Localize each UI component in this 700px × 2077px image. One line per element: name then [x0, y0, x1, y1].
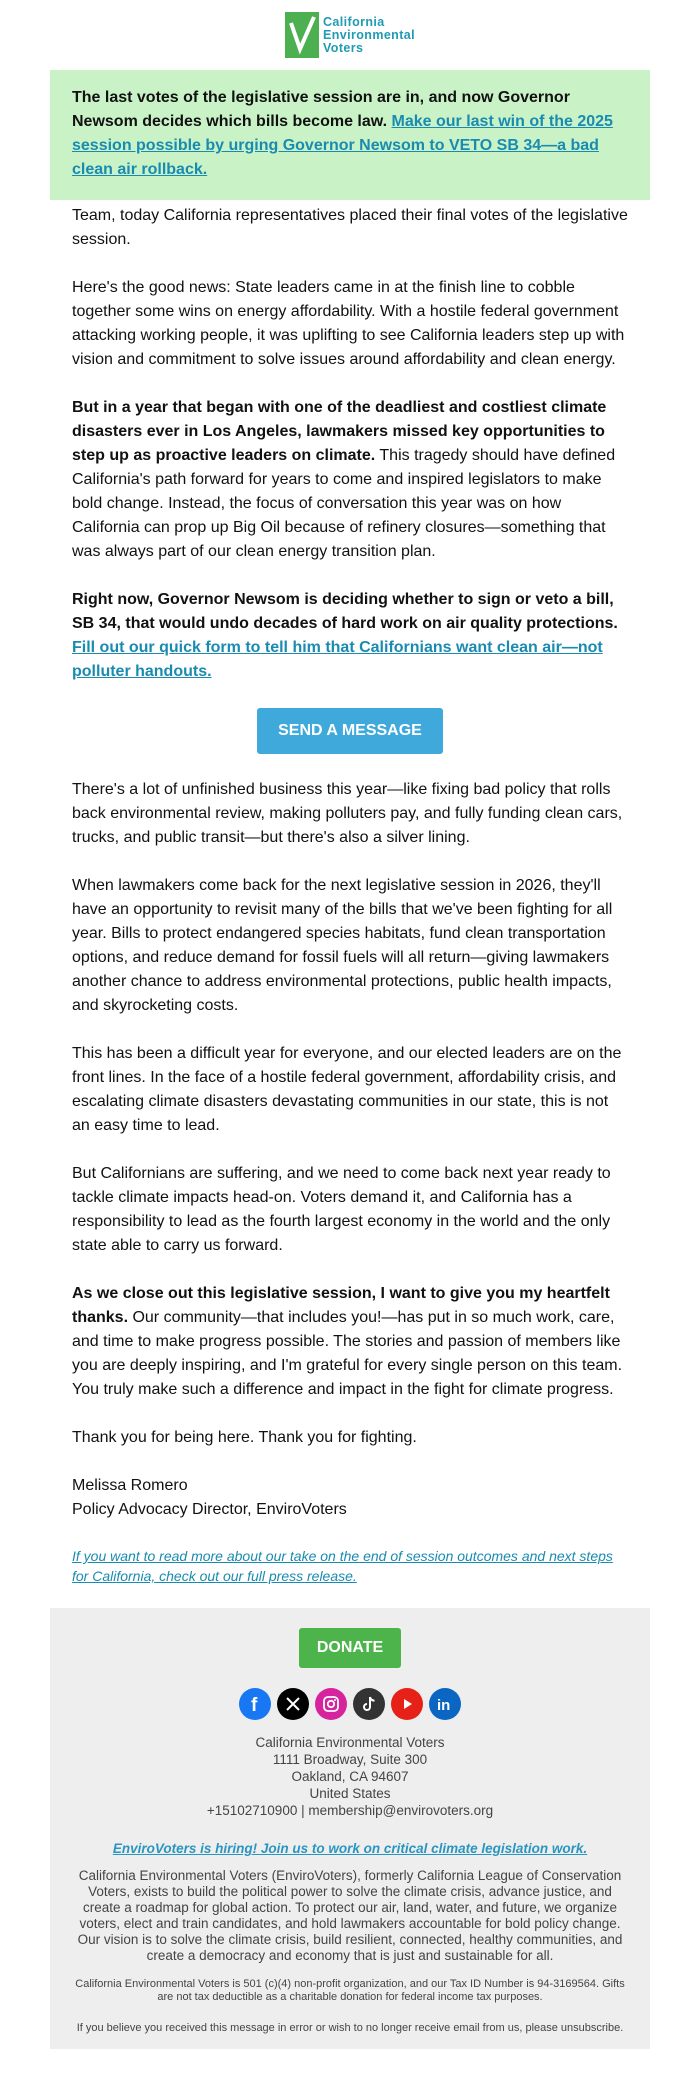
instagram-icon[interactable]	[315, 1688, 347, 1720]
email	[50, 0, 650, 2049]
unsubscribe-notice[interactable]: If you believe you received this message in error or wish to no longer receive email from us, please unsubscribe.	[76, 2022, 624, 2034]
paragraph: Thank you for being here. Thank you for fighting.	[72, 1429, 417, 1446]
paragraph: There's a lot of unfinished business this year—like fixing bad policy that rolls back environmental review, making polluters pay, and fully funding clean cars, trucks, and public transit—but there's also a silver lining.	[72, 781, 623, 846]
logo-line: Voters	[322, 40, 364, 55]
press-release-link[interactable]: If you want to read more about our take on the end of session outcomes and next steps for California, check out our full press release.	[72, 1548, 613, 1584]
x-icon[interactable]	[277, 1688, 309, 1720]
send-button-row	[72, 708, 628, 754]
mailing-address	[70, 1734, 630, 1819]
logo-line: Environmental	[322, 27, 416, 42]
callout-banner	[50, 70, 650, 200]
paragraph-text: Our community—that includes you!—has put in so much work, care, and time to make progress possible. The stories and passion of members like you are deeply inspiring, and I'm grateful for every single person on this team. You truly make such a difference and impact in the fight for climate progress.	[72, 1309, 623, 1398]
clean-air-form-link[interactable]: Fill out our quick form to tell him that Californians want clean air—not polluter handouts.	[72, 639, 603, 680]
paragraph: But Californians are suffering, and we need to come back next year ready to tackle climate impacts head-on. Voters demand it, and California has a responsibility to lead as the fourth largest economy in the world and the only state able to carry us forward.	[72, 1165, 611, 1254]
donate-button[interactable]: DONATE	[299, 1628, 401, 1668]
paragraph: When lawmakers come back for the next legislative session in 2026, they'll have an opportunity to revisit many of the bills that we've been fighting for all year. Bills to protect endangered species habitats, fund clean transportation options, and reduce demand for fossil fuels will all return—giving lawmakers another chance to address environmental protections, public health impacts, and skyrocketing costs.	[72, 877, 613, 1014]
callout-lead: The last votes of the legislative session are in, and now Governor Newsom decides which bills become law.	[72, 89, 570, 130]
header	[50, 0, 650, 70]
bold-text: Right now, Governor Newsom is deciding whether to sign or veto a bill, SB 34, that would undo decades of hard work on air quality protections.	[72, 591, 618, 632]
paragraph	[72, 396, 628, 564]
logo[interactable]	[285, 12, 415, 58]
send-message-button[interactable]: SEND A MESSAGE	[257, 708, 443, 754]
street: 1111 Broadway, Suite 300	[272, 1752, 428, 1767]
paragraph	[72, 1282, 628, 1402]
checkmark-icon	[285, 12, 319, 58]
logo-line: California	[322, 14, 385, 29]
paragraph-text: This tragedy should have defined California's path forward for years to come and inspired legislators to make bold change. Instead, the focus of conversation this year was on how California can prop up Big Oil because of refinery closures—something that was always part of our clean energy transition plan.	[72, 447, 616, 560]
social-links	[70, 1688, 630, 1720]
paragraph	[72, 588, 628, 684]
email-body	[50, 200, 650, 1586]
signature-title: Policy Advocacy Director, EnviroVoters	[72, 1501, 347, 1518]
paragraph: Team, today California representatives placed their final votes of the legislative session.	[72, 207, 628, 248]
logo-wordmark	[323, 16, 415, 55]
bold-text: But in a year that began with one of the deadliest and costliest climate disasters ever in Los Angeles, lawmakers missed key opportunities to step up as proactive leaders on climate.	[72, 399, 607, 464]
bold-text: As we close out this legislative session, I want to give you my heartfelt thanks.	[72, 1285, 610, 1326]
signature-name: Melissa Romero	[72, 1477, 188, 1494]
contact-info: +15102710900 | membership@envirovoters.org	[206, 1803, 494, 1818]
facebook-icon[interactable]	[239, 1688, 271, 1720]
mission-statement: California Environmental Voters (EnviroVoters), formerly California League of Conservation Voters, exists to build the political power to solve the climate crisis, advance justice, and create a roadmap for global action. To protect our air, land, water, and future, we organize voters, elect and train candidates, and hold lawmakers accountable for bold policy change. Our vision is to solve the climate crisis, build resilient, connected, healthy communities, and create a democracy and economy that is just and sustainable for all.	[77, 1868, 623, 1963]
svg-text:in: in	[437, 1697, 451, 1712]
org-name: California Environmental Voters	[255, 1735, 445, 1750]
country: United States	[309, 1786, 391, 1801]
veto-sb34-link[interactable]: Make our last win of the 2025 session possible by urging Governor Newsom to VETO SB 34—a bad clean air rollback.	[72, 113, 613, 178]
svg-text:f: f	[251, 1695, 258, 1713]
footer	[50, 1608, 650, 2049]
paragraph: Here's the good news: State leaders came in at the finish line to cobble together some wins on energy affordability. With a hostile federal government attacking working people, it was uplifting to see California leaders step up with vision and commitment to solve issues around affordability and clean energy.	[72, 279, 625, 368]
youtube-icon[interactable]	[391, 1688, 423, 1720]
linkedin-icon[interactable]	[429, 1688, 461, 1720]
signature	[72, 1474, 628, 1522]
paragraph: This has been a difficult year for everyone, and our elected leaders are on the front lines. In the face of a hostile federal government, affordability crisis, and escalating climate disasters devastating communities in our state, this is not an easy time to lead.	[72, 1045, 622, 1134]
city: Oakland, CA 94607	[291, 1769, 409, 1784]
tax-disclaimer: California Environmental Voters is 501 (c)(4) non-profit organization, and our Tax ID Number is 94-3169564. Gifts are not tax deductible as a charitable donation for federal income tax purposes.	[75, 1978, 625, 2003]
hiring-link[interactable]: EnviroVoters is hiring! Join us to work on critical climate legislation work.	[112, 1841, 588, 1856]
tiktok-icon[interactable]	[353, 1688, 385, 1720]
